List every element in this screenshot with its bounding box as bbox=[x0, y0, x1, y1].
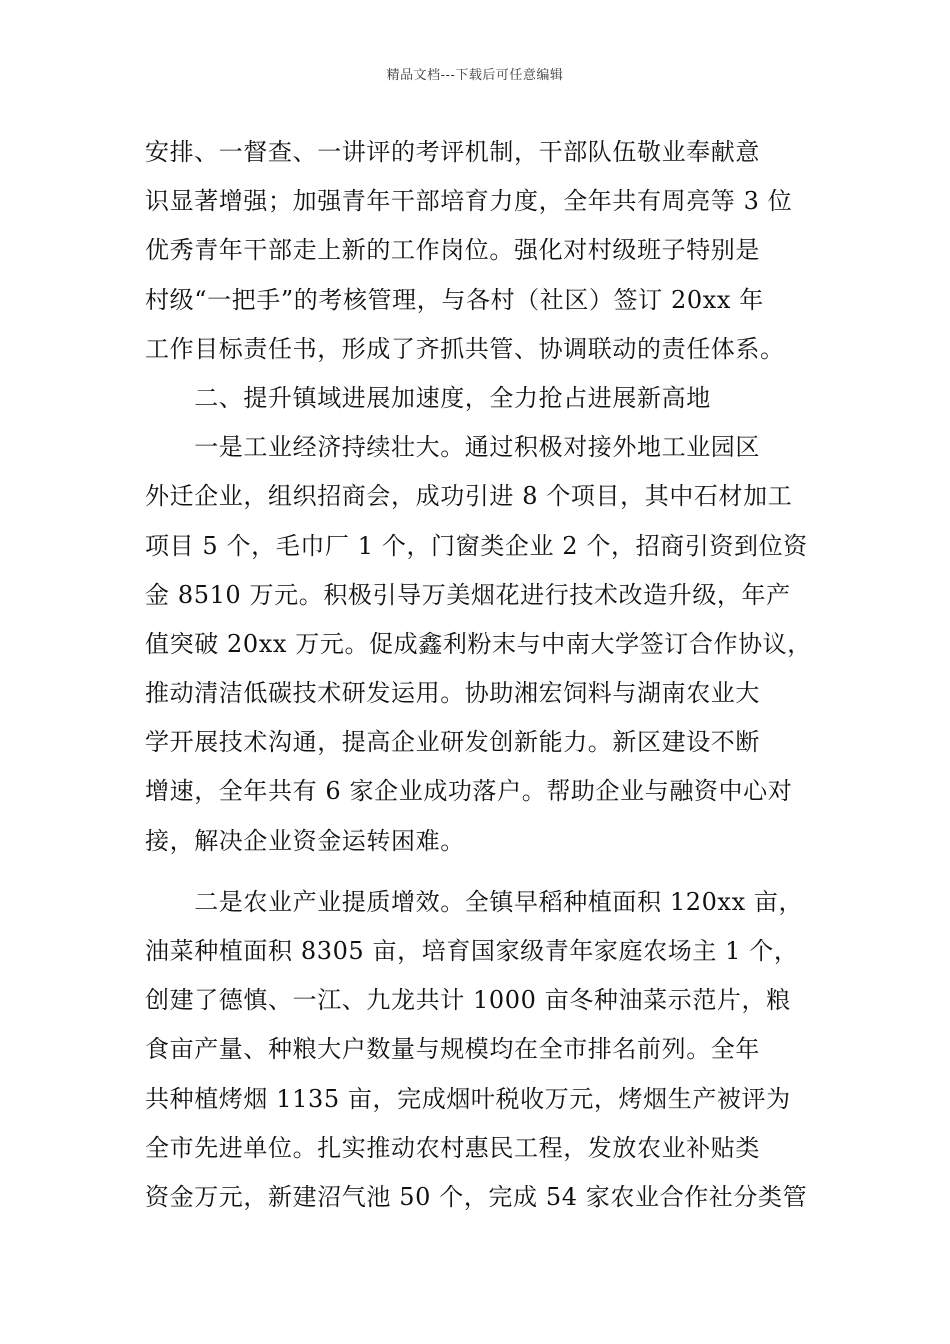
text-line: 二是农业产业提质增效。全镇早稻种植面积 120xx 亩， bbox=[145, 887, 804, 916]
text-line: 外迁企业，组织招商会，成功引进 8 个项目，其中石材加工 bbox=[145, 482, 793, 511]
text-line: 学开展技术沟通，提高企业研发创新能力。新区建设不断 bbox=[145, 728, 760, 757]
text-line: 增速，全年共有 6 家企业成功落户。帮助企业与融资中心对 bbox=[145, 777, 793, 806]
text-line: 创建了德慎、一江、九龙共计 1000 亩冬种油菜示范片，粮 bbox=[145, 986, 791, 1015]
document-body bbox=[145, 128, 810, 1222]
paragraph-gap bbox=[145, 866, 810, 878]
text-line: 接，解决企业资金运转困难。 bbox=[145, 826, 465, 855]
text-line: 识显著增强；加强青年干部培育力度，全年共有周亮等 3 位 bbox=[145, 187, 793, 216]
text-line: 村级“一把手”的考核管理，与各村（社区）签订 20xx 年 bbox=[145, 285, 764, 314]
text-line: 推动清洁低碳技术研发运用。协助湘宏饲料与湖南农业大 bbox=[145, 679, 760, 708]
text-line: 安排、一督查、一讲评的考评机制，干部队伍敬业奉献意 bbox=[145, 138, 760, 166]
text-line: 油菜种植面积 8305 亩，培育国家级青年家庭农场主 1 个， bbox=[145, 937, 799, 965]
text-line: 工作目标责任书，形成了齐抓共管、协调联动的责任体系。 bbox=[145, 334, 785, 363]
text-line: 资金万元，新建沼气池 50 个，完成 54 家农业合作社分类管 bbox=[145, 1182, 808, 1211]
section-heading: 二、提升镇域进展加速度，全力抢占进展新高地 bbox=[145, 383, 711, 412]
text-line: 金 8510 万元。积极引导万美烟花进行技术改造升级，年产 bbox=[145, 580, 791, 609]
page-header: 精品文档---下载后可任意编辑 bbox=[386, 68, 564, 83]
text-line: 共种植烤烟 1135 亩，完成烟叶税收万元，烤烟生产被评为 bbox=[145, 1084, 791, 1113]
text-line: 项目 5 个，毛巾厂 1 个，门窗类企业 2 个，招商引资到位资 bbox=[145, 531, 808, 560]
text-line: 食亩产量、种粮大户数量与规模均在全市排名前列。全年 bbox=[145, 1035, 760, 1064]
text-line: 一是工业经济持续壮大。通过积极对接外地工业园区 bbox=[145, 433, 760, 462]
text-line: 全市先进单位。扎实推动农村惠民工程，发放农业补贴类 bbox=[145, 1133, 760, 1162]
text-line: 优秀青年干部走上新的工作岗位。强化对村级班子特别是 bbox=[145, 236, 760, 265]
text-line: 值突破 20xx 万元。促成鑫利粉末与中南大学签订合作协议， bbox=[145, 629, 812, 658]
